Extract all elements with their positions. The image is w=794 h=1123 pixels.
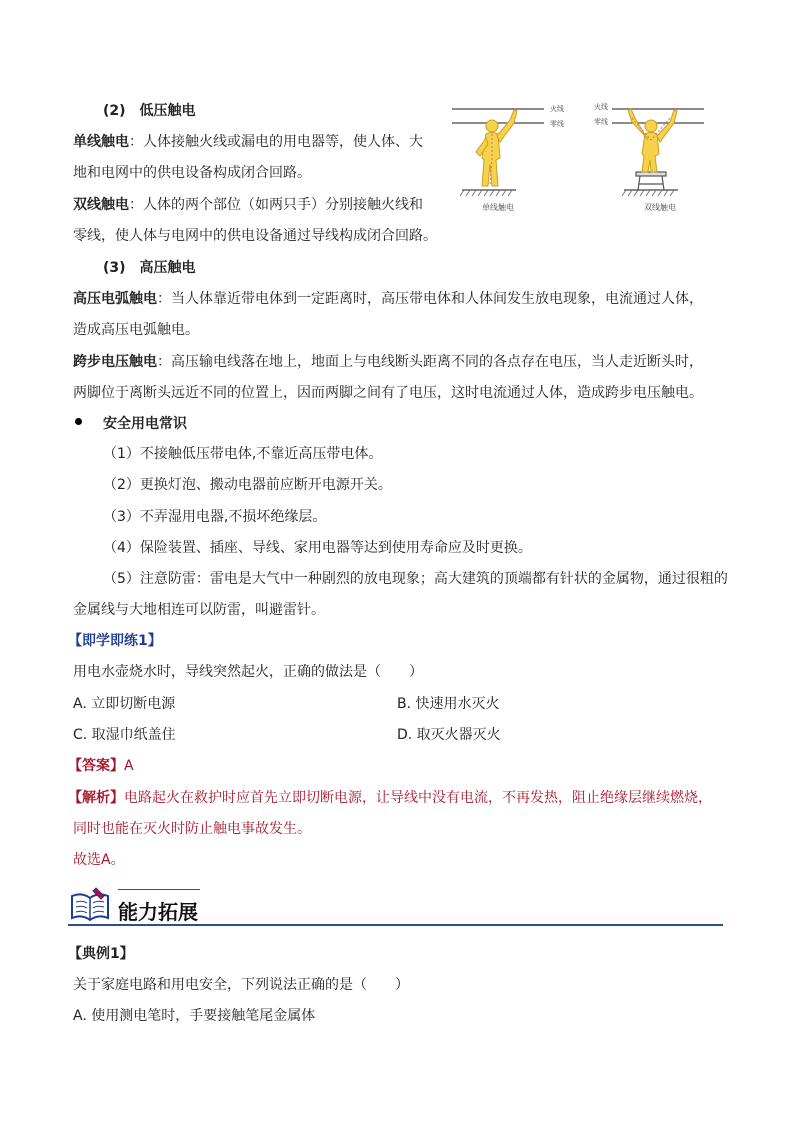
double-wire-text: ：人体的两个部位（如两只手）分别接触火线和 — [129, 197, 423, 213]
double-wire-paragraph-line2: 零线，使人体与电网中的供电设备通过导线构成闭合回路。 — [73, 228, 437, 244]
example-label: 【典例1】 — [68, 946, 134, 962]
double-wire-term: 双线触电 — [73, 197, 129, 213]
exercise-option-d: D. 取灭火器灭火 — [397, 727, 501, 743]
shock-illustration — [452, 98, 704, 218]
right-neutral-wire-label: 零线 — [594, 118, 608, 126]
safety-item-1: （1）不接触低压带电体,不靠近高压带电体。 — [103, 446, 383, 462]
arc-shock-line1 — [73, 289, 703, 309]
left-live-wire-label: 火线 — [550, 105, 564, 113]
step-voltage-line1 — [73, 352, 703, 372]
safety-item-4: （4）保险装置、插座、导线、家用电器等达到使用寿命应及时更换。 — [103, 540, 532, 556]
arc-shock-text: ：当人体靠近带电体到一定距离时，高压带电体和人体间发生放电现象，电流通过人体， — [157, 291, 703, 307]
analysis-conclusion: 故选A。 — [73, 852, 125, 868]
arc-shock-line2: 造成高压电弧触电。 — [73, 322, 199, 338]
left-neutral-wire-label: 零线 — [550, 120, 564, 128]
analysis-line2: 同时也能在灭火时防止触电事故发生。 — [73, 821, 311, 837]
analysis-label: 【解析】 — [68, 790, 124, 806]
bullet-icon — [75, 418, 82, 425]
shock-illustration-svg — [452, 98, 704, 218]
single-wire-caption: 单线触电 — [482, 203, 514, 212]
double-wire-paragraph-line1 — [73, 195, 423, 215]
safety-item-5-line1: （5）注意防雷：雷电是大气中一种剧烈的放电现象；高大建筑的顶端都有针状的金属物，通过很粗的 — [103, 571, 728, 587]
exercise-option-a: A. 立即切断电源 — [73, 696, 176, 712]
step-voltage-term: 跨步电压触电 — [73, 354, 157, 370]
analysis-text: 电路起火在救护时应首先立即切断电源，让导线中没有电流，不再发热，阻止绝缘层继续燃烧， — [124, 790, 712, 806]
high-voltage-heading: (3) 高压触电 — [103, 260, 196, 276]
step-voltage-text: ：高压输电线落在地上，地面上与电线断头距离不同的各点存在电压，当人走近断头时， — [157, 354, 703, 370]
open-book-icon — [68, 886, 112, 924]
banner-rule — [68, 924, 723, 926]
answer-line — [68, 756, 134, 776]
exercise-option-c: C. 取湿巾纸盖住 — [73, 727, 176, 743]
analysis-line1 — [68, 788, 712, 808]
exercise-option-b: B. 快速用水灭火 — [397, 696, 500, 712]
single-wire-text: ：人体接触火线或漏电的用电器等，使人体、大 — [129, 134, 423, 150]
exercise-question: 用电水壶烧水时，导线突然起火，正确的做法是（ ） — [73, 664, 423, 680]
single-wire-paragraph-line1 — [73, 132, 423, 152]
low-voltage-heading: (2) 低压触电 — [103, 103, 196, 119]
safety-item-3: （3）不弄湿用电器,不损坏绝缘层。 — [103, 509, 327, 525]
arc-shock-term: 高压电弧触电 — [73, 291, 157, 307]
banner-title: 能力拓展 — [118, 900, 198, 924]
exercise-label: 【即学即练1】 — [68, 633, 162, 649]
single-wire-term: 单线触电 — [73, 134, 129, 150]
step-voltage-line2: 两脚位于离断头远近不同的位置上，因而两脚之间有了电压，这时电流通过人体，造成跨步电压触电。 — [73, 385, 703, 401]
right-live-wire-label: 火线 — [594, 103, 608, 111]
example-option-a: A. 使用测电笔时，手要接触笔尾金属体 — [73, 1008, 316, 1024]
answer-value: A — [124, 758, 134, 774]
safety-item-2: （2）更换灯泡、搬动电器前应断开电源开关。 — [103, 477, 392, 493]
single-wire-paragraph-line2: 地和电网中的供电设备构成闭合回路。 — [73, 165, 311, 181]
example-question: 关于家庭电路和用电安全，下列说法正确的是（ ） — [73, 977, 409, 993]
safety-heading: 安全用电常识 — [103, 416, 187, 432]
safety-item-5-line2: 金属线与大地相连可以防雷，叫避雷针。 — [73, 602, 325, 618]
double-wire-caption: 双线触电 — [644, 203, 676, 212]
banner-top-rule — [118, 889, 200, 890]
answer-label: 【答案】 — [68, 758, 124, 774]
